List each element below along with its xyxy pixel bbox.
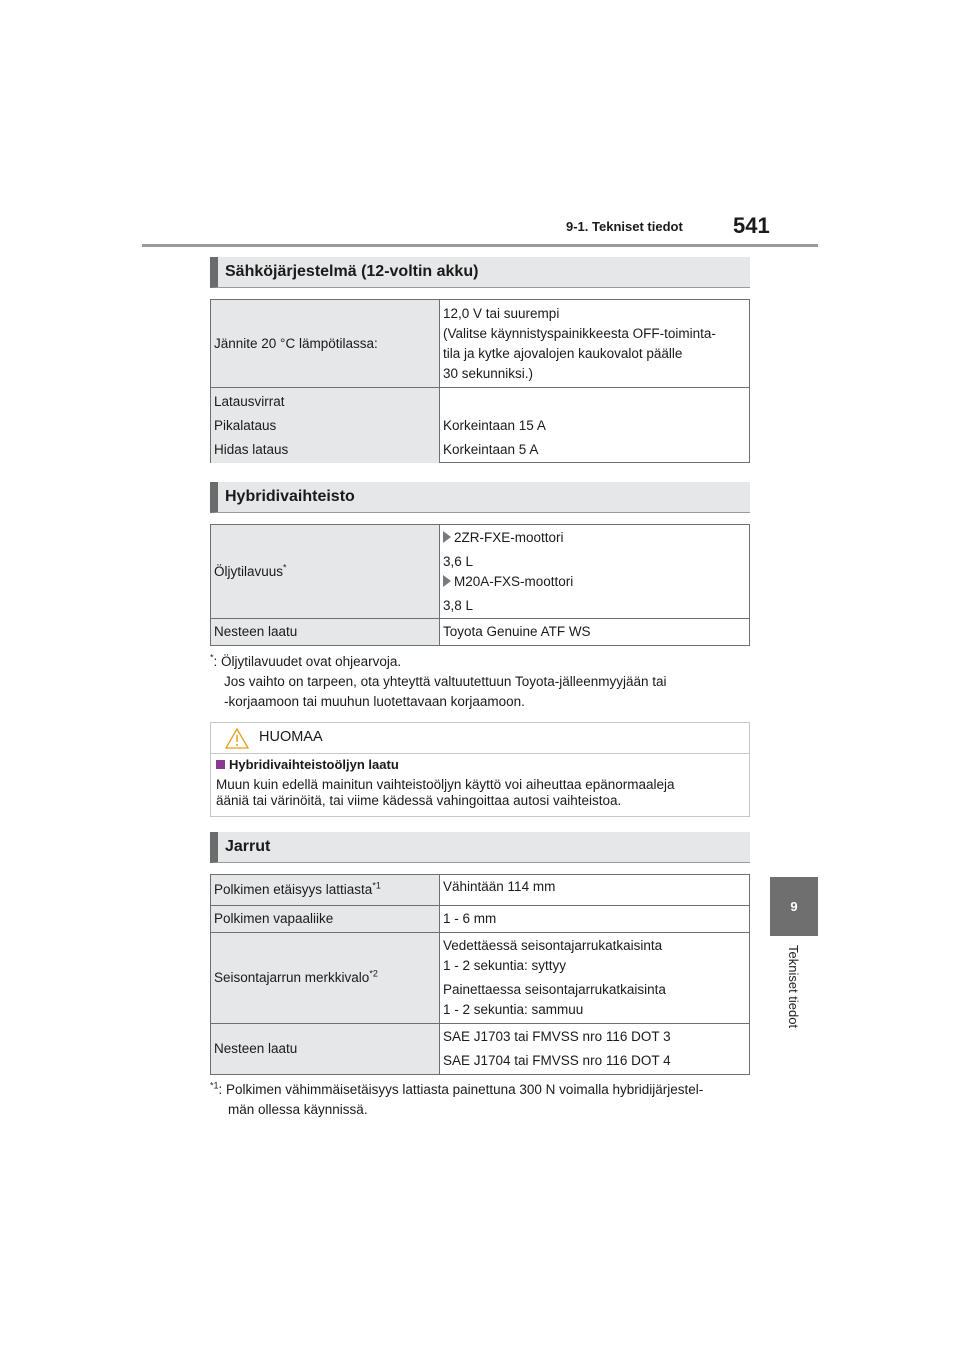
capacity-value: 3,8 L — [443, 598, 474, 613]
voltage-line: 30 sekunniksi.) — [443, 365, 534, 381]
header-rule — [142, 244, 818, 247]
brake-fluid-values: SAE J1703 tai FMVSS nro 116 DOT 3 SAE J1704 tai FMVSS nro 116 DOT 4 — [440, 1024, 750, 1075]
capacity-label: Öljytilavuus* — [211, 525, 440, 619]
pedal-clearance-label: Polkimen etäisyys lattiasta$^{*1}$ — [211, 875, 440, 906]
parking-indicator-values: Vedettäessä seisontajarrukatkaisinta 1 - 2 sekuntia: syttyy Painettaessa seisontajarrukatkaisinta 1 - 2 sekuntia: sammuu — [440, 933, 750, 1024]
capacity-values — [440, 525, 750, 619]
charging-values — [440, 388, 750, 463]
pedal-clearance-value: Vähintään 114 mm — [440, 875, 750, 906]
voltage-line: tila ja kytke ajovalojen kaukovalot päälle — [443, 345, 683, 361]
chapter-tab[interactable] — [770, 877, 818, 936]
table-row — [211, 933, 750, 1024]
chapter-label: Tekniset tiedot — [786, 945, 801, 1029]
voltage-label: Jännite 20 °C lämpötilassa: — [211, 300, 440, 388]
fast-charge-value: Korkeintaan 15 A — [443, 418, 546, 433]
section-heading-electrical: Sähköjärjestelmä (12-voltin akku) — [210, 257, 750, 288]
caution-box — [210, 722, 750, 817]
triangle-bullet-icon — [443, 531, 451, 543]
caution-header — [211, 723, 749, 754]
voltage-line: (Valitse käynnistyspainikkeesta OFF-toiminta- — [443, 325, 716, 341]
brakes-table — [210, 874, 750, 1075]
brakes-footnote: $^{*1}$: Polkimen vähimmäisetäisyys lattiasta painettuna 300 N voimalla hybridijärjestel- män ollessa käynnissä. — [210, 1080, 704, 1117]
table-row — [211, 906, 750, 933]
electrical-table — [210, 299, 750, 463]
slow-charge-label: Hidas lataus — [214, 442, 289, 458]
triangle-bullet-icon — [443, 575, 451, 587]
section-heading-brakes: Jarrut — [210, 832, 750, 863]
hybrid-table — [210, 524, 750, 646]
brake-fluid-label: Nesteen laatu — [211, 1024, 440, 1075]
table-row — [211, 1024, 750, 1075]
voltage-value — [440, 300, 750, 388]
section-heading-hybrid: Hybridivaihteisto — [210, 482, 750, 513]
caution-text: Muun kuin edellä mainitun vaihteistoöljyn käyttö voi aiheuttaa epänormaaleja ääniä tai värinöitä, tai viime kädessä vahingoittaa autosi vaihteistoa. — [216, 777, 675, 808]
engine-name: M20A-FXS-moottori — [454, 574, 574, 589]
slow-charge-value: Korkeintaan 5 A — [443, 442, 539, 457]
capacity-value: 3,6 L — [443, 554, 474, 569]
warning-icon — [225, 728, 249, 749]
table-row — [211, 875, 750, 906]
voltage-line: 12,0 V tai suurempi — [443, 305, 560, 321]
free-play-value: 1 - 6 mm — [440, 906, 750, 933]
parking-indicator-label: Seisontajarrun merkkivalo$^{*2}$ — [211, 933, 440, 1024]
table-row — [211, 525, 750, 619]
charging-label: Latausvirrat Pikalataus Hidas lataus — [211, 388, 440, 463]
table-row — [211, 619, 750, 646]
page-number: 541 — [733, 213, 770, 238]
caution-title: HUOMAA — [259, 729, 323, 745]
chapter-number: 9 — [790, 899, 798, 914]
caution-subtitle: Hybridivaihteistoöljyn laatu — [216, 757, 399, 772]
table-row — [211, 300, 750, 388]
fast-charge-label: Pikalataus — [214, 418, 277, 434]
square-bullet-icon — [216, 760, 225, 769]
fluid-label: Nesteen laatu — [211, 619, 440, 646]
section-title: 9-1. Tekniset tiedot — [566, 219, 683, 234]
hybrid-footnote: *: Öljytilavuudet ovat ohjearvoja. Jos vaihto on tarpeen, ota yhteyttä valtuutettuun Toyota-jälleenmyyjään tai -korjaamoon tai muuhun luotettavaan korjaamoon. — [210, 652, 667, 709]
engine-name: 2ZR-FXE-moottori — [454, 530, 564, 545]
table-row — [211, 388, 750, 463]
fluid-value: Toyota Genuine ATF WS — [440, 619, 750, 646]
free-play-label: Polkimen vapaaliike — [211, 906, 440, 933]
